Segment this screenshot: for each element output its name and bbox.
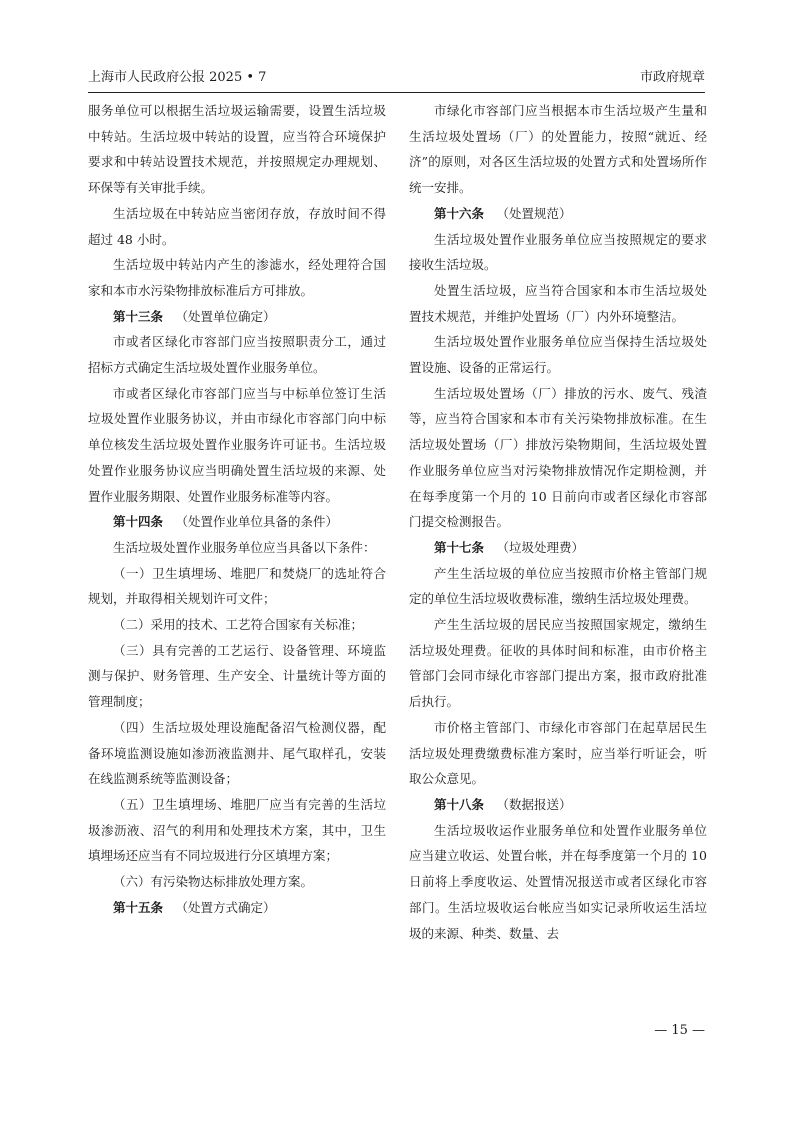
article-number: 第十三条 <box>113 308 164 324</box>
paragraph: 生活垃圾处置作业服务单位应当保持生活垃圾处置设施、设备的正常运行。 <box>409 334 707 376</box>
article-title: （处置作业单位具备的条件） <box>175 514 339 530</box>
article-title: （处置单位确定） <box>175 308 276 324</box>
paragraph: （六）有污染物达标排放处理方案。 <box>113 874 314 890</box>
paragraph: 生活垃圾处置作业服务单位应当按照规定的要求接收生活垃圾。 <box>409 231 707 273</box>
article-title: （处置方式确定） <box>175 899 276 915</box>
paragraph: 市绿化市容部门应当根据本市生活垃圾产生量和生活垃圾处置场（厂）的处置能力，按照“就近、经济”的原则，对各区生活垃圾的处置方式和处置场所作统一安排。 <box>409 103 707 196</box>
paragraph: （四）生活垃圾处理设施配备沼气检测仪器，配备环境监测设施如渗沥液监测井、尾气取样孔，安装在线监测系统等监测设备； <box>88 719 386 787</box>
paragraph: 产生生活垃圾的居民应当按照国家规定，缴纳生活垃圾处理费。征收的具体时间和标准，由市价格主管部门会同市绿化市容部门提出方案，报市政府批准后执行。 <box>409 617 707 710</box>
article-heading <box>409 535 707 561</box>
paragraph: 生活垃圾收运作业服务单位和处置作业服务单位应当建立收运、处置台帐，并在每季度第一个月的 10 日前将上季度收运、处置情况报送市或者区绿化市容部门。生活垃圾收运台帐应当如实记录所收运生活垃圾的来源、种类、数量、去 <box>409 822 707 941</box>
article-number: 第十七条 <box>434 539 485 555</box>
paragraph: （三）具有完善的工艺运行、设备管理、环境监测与保护、财务管理、生产安全、计量统计等方面的管理制度； <box>88 642 386 710</box>
paragraph: 生活垃圾处置作业服务单位应当具备以下条件： <box>113 539 376 555</box>
paragraph: 市价格主管部门、市绿化市容部门在起草居民生活垃圾处理费缴费标准方案时，应当举行听证会，听取公众意见。 <box>409 719 707 787</box>
article-heading <box>409 792 707 818</box>
article-title: （数据报送） <box>496 796 572 812</box>
article-number: 第十八条 <box>434 796 485 812</box>
right-column <box>409 98 707 946</box>
paragraph: （五）卫生填埋场、堆肥厂应当有完善的生活垃圾渗沥液、沼气的利用和处理技术方案，其中，卫生填埋场还应当有不同垃圾进行分区填埋方案； <box>88 796 386 864</box>
paragraph: 产生生活垃圾的单位应当按照市价格主管部门规定的单位生活垃圾收费标准，缴纳生活垃圾处理费。 <box>409 565 707 607</box>
article-title: （垃圾处理费） <box>496 539 585 555</box>
paragraph: 处置生活垃圾，应当符合国家和本市生活垃圾处置技术规范，并维护处置场（厂）内外环境整洁。 <box>409 282 707 324</box>
paragraph: 生活垃圾处置场（厂）排放的污水、废气、残渣等，应当符合国家和本市有关污染物排放标准。在生活垃圾处置场（厂）排放污染物期间，生活垃圾处置作业服务单位应当对污染物排放情况作定期检测，并在每季度第一个月的 10 日前向市或者区绿化市容部门提交检测报告。 <box>409 385 707 530</box>
paragraph: （一）卫生填埋场、堆肥厂和焚烧厂的选址符合规划，并取得相关规划许可文件； <box>88 565 386 607</box>
publication-title: 上海市人民政府公报 2025 • 7 <box>88 70 267 85</box>
page-header <box>88 68 705 88</box>
article-title: （处置规范） <box>496 205 572 221</box>
paragraph: 生活垃圾在中转站应当密闭存放，存放时间不得超过 48 小时。 <box>88 205 386 247</box>
paragraph: 生活垃圾中转站内产生的渗滤水，经处理符合国家和本市水污染物排放标准后方可排放。 <box>88 257 386 298</box>
article-heading <box>88 304 386 330</box>
article-heading <box>409 201 707 227</box>
paragraph: 市或者区绿化市容部门应当按照职责分工，通过招标方式确定生活垃圾处置作业服务单位。 <box>88 334 386 376</box>
left-column <box>88 98 386 921</box>
header-rule <box>88 92 705 93</box>
paragraph: 服务单位可以根据生活垃圾运输需要，设置生活垃圾中转站。生活垃圾中转站的设置，应当符合环境保护要求和中转站设置技术规范，并按照规定办理规划、环保等有关审批手续。 <box>88 103 386 196</box>
article-heading <box>88 509 386 535</box>
section-title: 市政府规章 <box>639 70 705 85</box>
article-heading <box>88 895 386 921</box>
paragraph: （二）采用的技术、工艺符合国家有关标准； <box>113 617 364 633</box>
article-number: 第十五条 <box>113 899 164 915</box>
paragraph: 市或者区绿化市容部门应当与中标单位签订生活垃圾处置作业服务协议，并由市绿化市容部门向中标单位核发生活垃圾处置作业服务许可证书。生活垃圾处置作业服务协议应当明确处置生活垃圾的来源、处置作业服务期限、处置作业服务标准等内容。 <box>88 385 386 504</box>
page-number: — 15 — <box>654 1023 705 1038</box>
article-number: 第十六条 <box>434 205 485 221</box>
article-number: 第十四条 <box>113 514 164 530</box>
